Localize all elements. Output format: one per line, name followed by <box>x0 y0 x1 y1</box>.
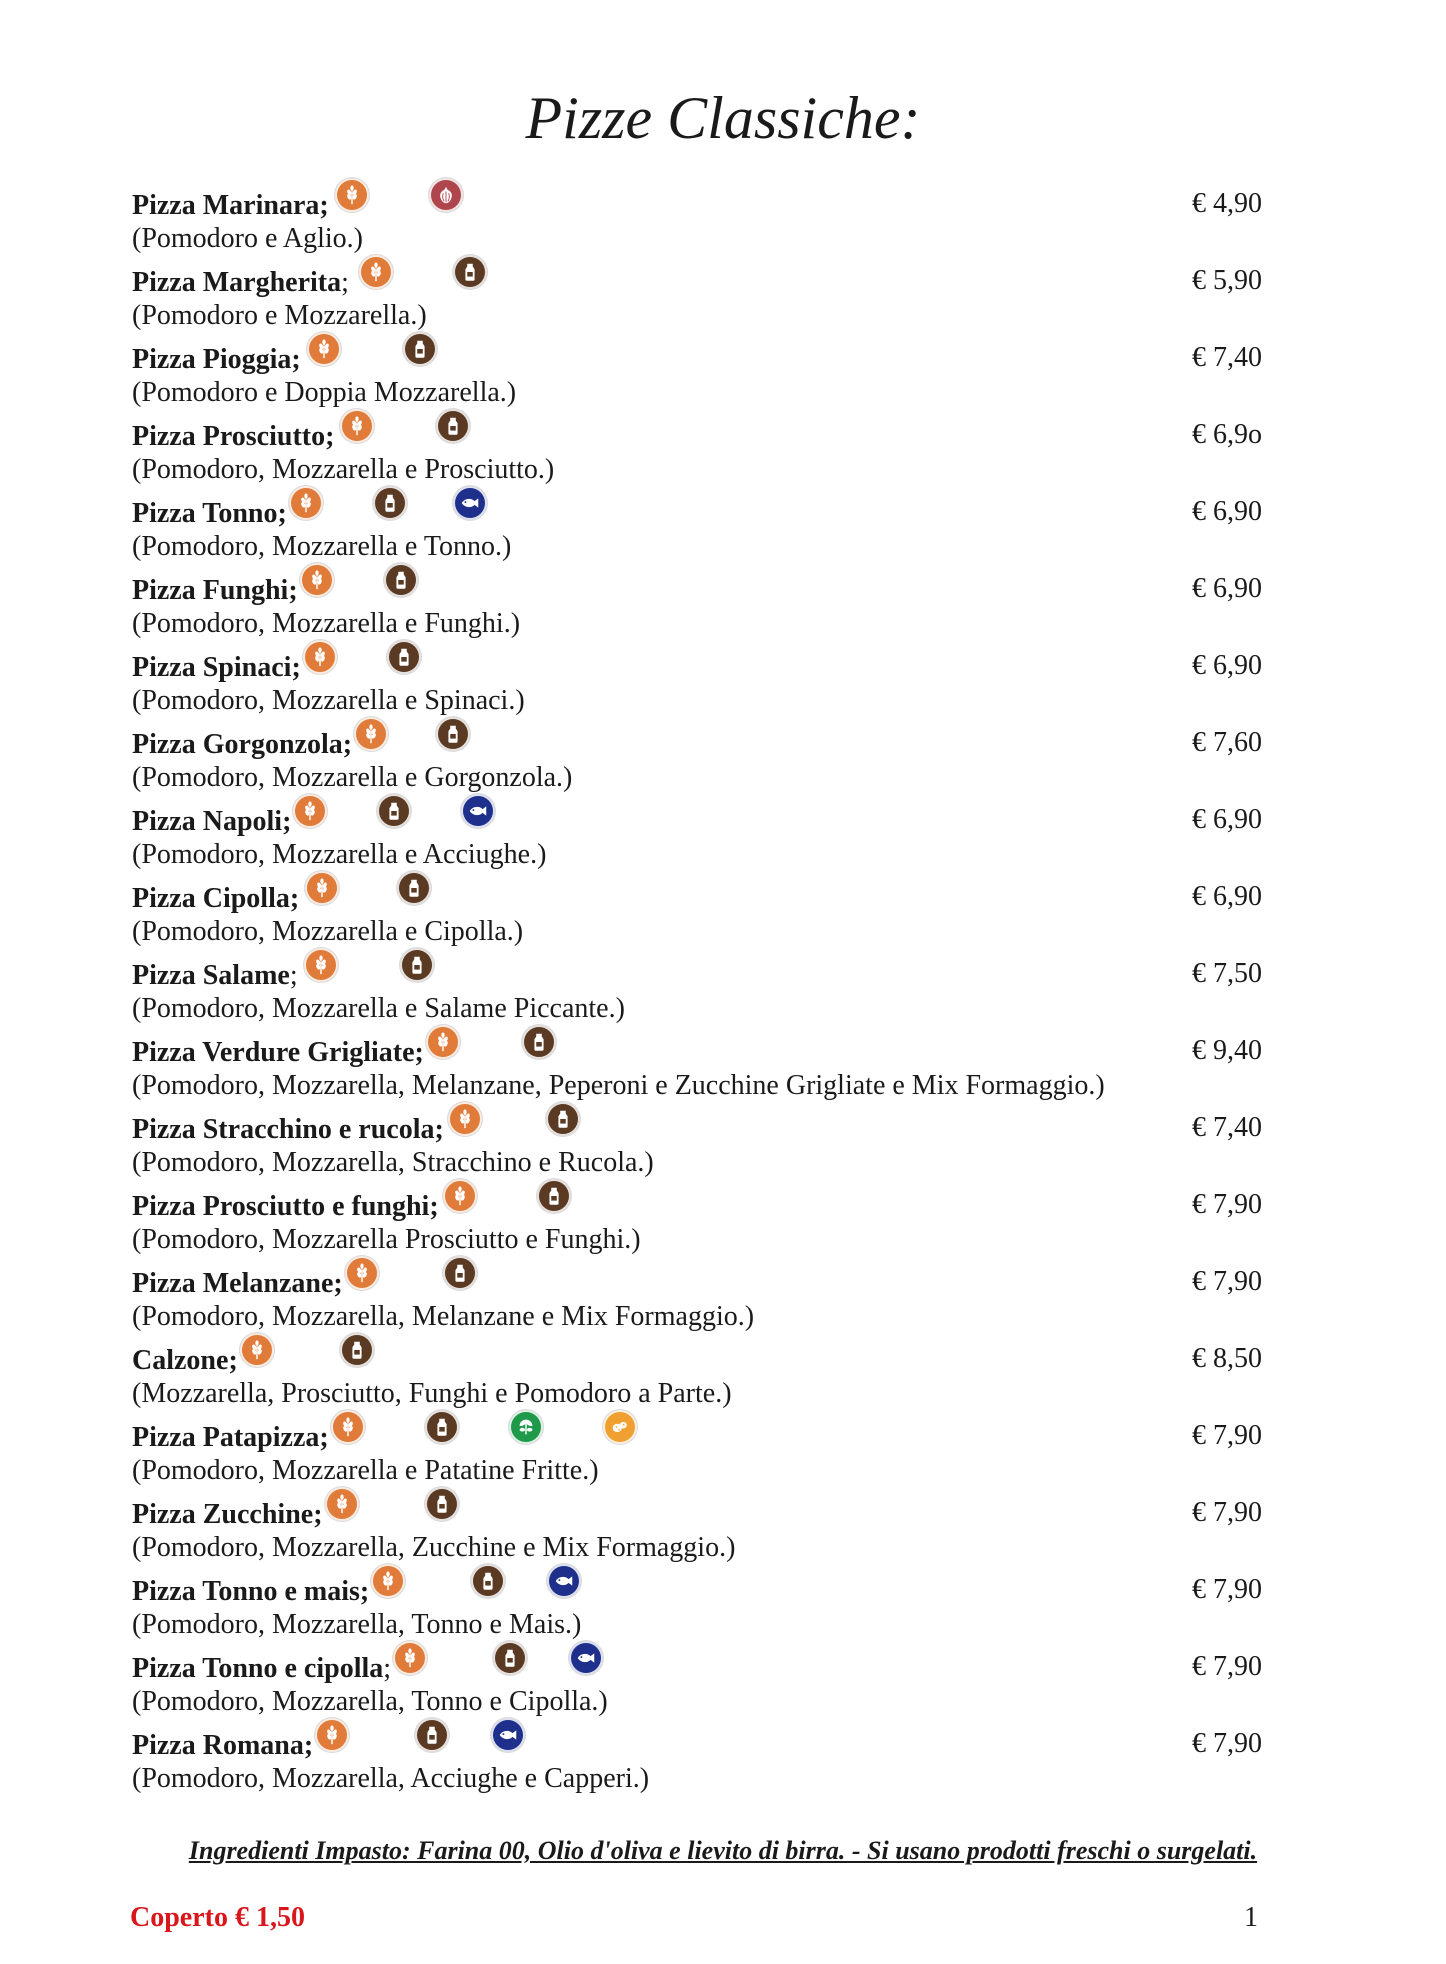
item-description: (Pomodoro, Mozzarella e Prosciutto.) <box>132 454 555 485</box>
wheat-icon <box>304 948 338 982</box>
milk-icon <box>397 871 431 905</box>
wheat-icon <box>331 1410 365 1444</box>
allergen-icons <box>313 1728 633 1764</box>
item-description: (Pomodoro, Mozzarella, Zucchine e Mix Formaggio.) <box>132 1532 736 1563</box>
menu-item <box>132 1728 1262 1805</box>
item-description: (Pomodoro, Mozzarella Prosciutto e Funghi.) <box>132 1224 641 1255</box>
milk-icon <box>387 640 421 674</box>
item-name: Pizza Gorgonzola; <box>132 729 353 760</box>
item-price: € 7,90 <box>1192 1651 1262 1682</box>
item-name: Pizza Romana; <box>132 1730 314 1761</box>
allergen-icons <box>391 1651 711 1687</box>
item-name: Pizza Tonno e mais; <box>132 1576 370 1607</box>
item-price: € 7,90 <box>1192 1574 1262 1605</box>
fish-icon <box>569 1641 603 1675</box>
fish-icon <box>453 486 487 520</box>
item-price: € 8,50 <box>1192 1343 1262 1374</box>
menu-item <box>132 1189 1262 1266</box>
item-price: € 7,90 <box>1192 1497 1262 1528</box>
item-description: (Pomodoro, Mozzarella e Gorgonzola.) <box>132 762 573 793</box>
item-price: € 7,40 <box>1192 1112 1262 1143</box>
item-description: (Pomodoro, Mozzarella, Tonno e Mais.) <box>132 1609 582 1640</box>
item-name: Pizza Pioggia; <box>132 344 301 375</box>
milk-icon <box>443 1256 477 1290</box>
menu-item <box>132 881 1262 958</box>
milk-icon <box>436 717 470 751</box>
item-name: Pizza Napoli; <box>132 806 292 837</box>
milk-icon <box>373 486 407 520</box>
item-description: (Pomodoro e Mozzarella.) <box>132 300 427 331</box>
item-description: (Pomodoro, Mozzarella, Stracchino e Rucola.) <box>132 1147 654 1178</box>
item-description: (Pomodoro, Mozzarella, Acciughe e Capperi.) <box>132 1763 650 1794</box>
page-title: Pizze Classiche: <box>525 85 921 151</box>
wheat-icon <box>371 1564 405 1598</box>
menu-item <box>132 1574 1262 1651</box>
item-price: € 7,90 <box>1192 1189 1262 1220</box>
item-price: € 6,90 <box>1192 804 1262 835</box>
item-price: € 7,60 <box>1192 727 1262 758</box>
item-description: (Pomodoro, Mozzarella, Melanzane e Mix Formaggio.) <box>132 1301 755 1332</box>
item-name: Pizza Stracchino e rucola; <box>132 1114 444 1145</box>
allergen-icons <box>352 727 672 763</box>
item-description: (Pomodoro, Mozzarella e Salame Piccante.) <box>132 993 625 1024</box>
item-price: € 7,90 <box>1192 1420 1262 1451</box>
allergen-icons <box>287 496 607 532</box>
item-price: € 7,90 <box>1192 1728 1262 1759</box>
allergen-icons <box>238 1343 558 1379</box>
milk-icon <box>546 1102 580 1136</box>
dough-ingredients-note: Ingredienti Impasto: Farina 00, Olio d'oliva e lievito di birra. - Si usano prodotti freschi o surgelati. <box>188 1836 1258 1865</box>
menu-item <box>132 804 1262 881</box>
wheat-icon <box>354 717 388 751</box>
allergen-icons <box>323 1497 643 1533</box>
milk-icon <box>453 255 487 289</box>
menu-item <box>132 1112 1262 1189</box>
item-name: Pizza Cipolla; <box>132 883 300 914</box>
menu-item <box>132 419 1262 496</box>
allergen-icons <box>298 573 618 609</box>
item-name: Pizza Tonno e cipolla; <box>132 1653 392 1684</box>
wheat-icon <box>307 332 341 366</box>
item-description: (Pomodoro, Mozzarella e Spinaci.) <box>132 685 525 716</box>
item-price: € 7,90 <box>1192 1266 1262 1297</box>
item-description: (Pomodoro e Aglio.) <box>132 223 363 254</box>
item-price: € 6,90 <box>1192 650 1262 681</box>
wheat-icon <box>359 255 393 289</box>
wheat-icon <box>340 409 374 443</box>
item-description: (Pomodoro, Mozzarella e Patatine Fritte.) <box>132 1455 599 1486</box>
item-description: (Pomodoro, Mozzarella, Melanzane, Peperoni e Zucchine Grigliate e Mix Formaggio.) <box>132 1070 1105 1101</box>
wheat-icon <box>335 178 369 212</box>
milk-icon <box>425 1487 459 1521</box>
wheat-icon <box>240 1333 274 1367</box>
pizza-menu-list <box>132 188 1262 1805</box>
item-name: Pizza Spinaci; <box>132 652 301 683</box>
item-description: (Pomodoro, Mozzarella, Tonno e Cipolla.) <box>132 1686 608 1717</box>
allergen-icons <box>343 1266 663 1302</box>
allergen-icons <box>301 342 621 378</box>
allergen-icons <box>334 419 654 455</box>
item-price: € 5,90 <box>1192 265 1262 296</box>
vegan-icon <box>509 1410 543 1444</box>
allergen-icons <box>369 1574 689 1610</box>
item-name: Pizza Tonno; <box>132 498 287 529</box>
milk-icon <box>340 1333 374 1367</box>
item-price: € 9,40 <box>1192 1035 1262 1066</box>
wheat-icon <box>305 871 339 905</box>
item-description: (Mozzarella, Prosciutto, Funghi e Pomodoro a Parte.) <box>132 1378 732 1409</box>
item-name: Pizza Patapizza; <box>132 1422 329 1453</box>
menu-item <box>132 1651 1262 1728</box>
garlic-icon <box>429 178 463 212</box>
item-description: (Pomodoro, Mozzarella e Funghi.) <box>132 608 521 639</box>
menu-item <box>132 188 1262 265</box>
milk-icon <box>537 1179 571 1213</box>
menu-item <box>132 1343 1262 1420</box>
item-name: Pizza Zucchine; <box>132 1499 323 1530</box>
item-description: (Pomodoro, Mozzarella e Cipolla.) <box>132 916 524 947</box>
item-name: Pizza Prosciutto; <box>132 421 335 452</box>
allergen-icons <box>301 650 621 686</box>
item-name: Pizza Salame; <box>132 960 298 991</box>
wheat-icon <box>443 1179 477 1213</box>
allergen-icons <box>298 958 618 994</box>
menu-item <box>132 496 1262 573</box>
milk-icon <box>425 1410 459 1444</box>
allergen-icons <box>291 804 611 840</box>
menu-item <box>132 958 1262 1035</box>
allergen-icons <box>444 1112 764 1148</box>
fish-icon <box>461 794 495 828</box>
wheat-icon <box>325 1487 359 1521</box>
item-description: (Pomodoro, Mozzarella e Acciughe.) <box>132 839 547 870</box>
item-name: Pizza Marinara; <box>132 190 329 221</box>
item-description: (Pomodoro, Mozzarella e Tonno.) <box>132 531 512 562</box>
fish-icon <box>547 1564 581 1598</box>
item-name: Calzone; <box>132 1345 238 1376</box>
menu-item <box>132 573 1262 650</box>
menu-item <box>132 727 1262 804</box>
wheat-icon <box>345 1256 379 1290</box>
allergen-icons <box>299 881 619 917</box>
item-name: Pizza Margherita; <box>132 267 349 298</box>
cover-charge: Coperto € 1,50 <box>130 1902 305 1933</box>
allergen-icons <box>424 1035 744 1071</box>
menu-item <box>132 650 1262 727</box>
wheat-icon <box>300 563 334 597</box>
milk-icon <box>415 1718 449 1752</box>
fish-icon <box>491 1718 525 1752</box>
milk-icon <box>377 794 411 828</box>
item-price: € 6,90 <box>1192 573 1262 604</box>
item-name: Pizza Melanzane; <box>132 1268 343 1299</box>
milk-icon <box>471 1564 505 1598</box>
item-price: € 6,90 <box>1192 496 1262 527</box>
milk-icon <box>522 1025 556 1059</box>
item-name: Pizza Funghi; <box>132 575 298 606</box>
item-name: Pizza Verdure Grigliate; <box>132 1037 424 1068</box>
wheat-icon <box>289 486 323 520</box>
item-name: Pizza Prosciutto e funghi; <box>132 1191 439 1222</box>
menu-item <box>132 342 1262 419</box>
allergen-icons <box>439 1189 759 1225</box>
item-price: € 4,90 <box>1192 188 1262 219</box>
page-number: 1 <box>1244 1902 1258 1933</box>
menu-item <box>132 1035 1262 1112</box>
allergen-icons <box>349 265 669 301</box>
wheat-icon <box>393 1641 427 1675</box>
milk-icon <box>403 332 437 366</box>
wheat-icon <box>426 1025 460 1059</box>
allergen-icons <box>329 1420 649 1456</box>
allergen-icons <box>329 188 649 224</box>
milk-icon <box>400 948 434 982</box>
wheat-icon <box>303 640 337 674</box>
item-price: € 6,90 <box>1192 881 1262 912</box>
menu-item <box>132 1497 1262 1574</box>
menu-item <box>132 265 1262 342</box>
wheat-icon <box>315 1718 349 1752</box>
item-price: € 6,9o <box>1192 419 1262 450</box>
milk-icon <box>384 563 418 597</box>
menu-item <box>132 1266 1262 1343</box>
menu-item <box>132 1420 1262 1497</box>
potato-icon <box>603 1410 637 1444</box>
wheat-icon <box>293 794 327 828</box>
item-price: € 7,40 <box>1192 342 1262 373</box>
milk-icon <box>436 409 470 443</box>
item-price: € 7,50 <box>1192 958 1262 989</box>
milk-icon <box>493 1641 527 1675</box>
item-description: (Pomodoro e Doppia Mozzarella.) <box>132 377 517 408</box>
wheat-icon <box>448 1102 482 1136</box>
